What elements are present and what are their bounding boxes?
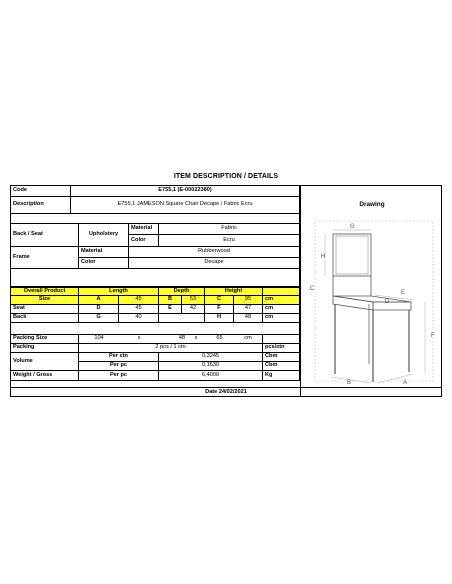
upholstery-color-value: Ecru [159, 235, 300, 247]
label-c: C [310, 286, 315, 292]
chair-back [333, 234, 371, 276]
dim-h-value: 48 [234, 314, 263, 323]
weight-value: 6,4000 [159, 371, 263, 381]
dim-f-letter: F [205, 305, 234, 314]
description-label: Description [11, 197, 71, 214]
packing-value: 2 pcs / 1 ctn [79, 344, 263, 353]
packing-unit: pcs/ctn [263, 344, 300, 353]
dim-c-value: 95 [234, 296, 263, 305]
back-label: Back [11, 314, 79, 323]
frame-material-value: Rubberwood [129, 247, 300, 258]
packing-width: 48 [159, 335, 205, 344]
weight-label: Weight / Gross [11, 371, 79, 381]
frame-material-label: Material [79, 247, 129, 258]
frame-color-value: Decape [129, 258, 300, 269]
date-stamp: Date 24/02/2021 [11, 387, 441, 397]
frame-color-label: Color [79, 258, 129, 269]
volume-per-pc-label: Per pc [79, 362, 159, 371]
packing-size-label: Packing Size [11, 335, 79, 344]
label-g: G [350, 224, 355, 230]
frame-label: Frame [11, 247, 79, 269]
overall-product-label: Overall Product [11, 287, 79, 296]
dim-a-letter: A [79, 296, 119, 305]
volume-per-pc-unit: Cbm [263, 362, 300, 371]
volume-per-ctn-label: Per ctn [79, 353, 159, 362]
label-b: B [347, 380, 352, 386]
dim-d-value: 45 [119, 305, 159, 314]
drawing-panel [300, 186, 443, 397]
weight-per-pc-label: Per pc [79, 371, 159, 381]
dim-d-letter: D [79, 305, 119, 314]
volume-per-ctn-value: 0,3245 [159, 353, 263, 362]
dim-f-value: 47 [234, 305, 263, 314]
spec-sheet [10, 185, 442, 397]
chair-seat-top [333, 296, 411, 302]
spacer-row [11, 214, 300, 224]
packing-label: Packing [11, 344, 79, 353]
chair-back-inner [336, 236, 368, 274]
dim-c-letter: C [205, 296, 234, 305]
upholstery-label: Upholstery [79, 224, 129, 247]
dim-e-letter: E [159, 305, 182, 314]
label-h: H [321, 254, 326, 260]
packing-x2: x [181, 335, 211, 344]
label-a: A [403, 380, 408, 386]
label-d: D [385, 299, 390, 305]
upholstery-color-label: Color [129, 235, 159, 247]
label-f: F [431, 333, 435, 339]
dim-line-a [377, 374, 413, 383]
packing-x1: x [119, 335, 159, 344]
spacer-row [11, 323, 300, 335]
upholstery-material-value: Fabric [159, 224, 300, 235]
volume-per-ctn-unit: Cbm [263, 353, 300, 362]
dim-h-letter: H [205, 314, 234, 323]
back-seat-label: Back / Seat [11, 224, 79, 247]
code-label: Code [11, 186, 71, 197]
dim-b-letter: B [159, 296, 182, 305]
chair-seat-side [373, 302, 411, 310]
packing-size-unit: cm [234, 335, 263, 344]
dim-g-value: 40 [119, 314, 159, 323]
dim-e-value: 42 [182, 305, 205, 314]
size-unit: cm [263, 296, 300, 305]
description-value: E755,1 JAMESON Square Chair Decape / Fabric Ecru [71, 197, 300, 214]
page-title: ITEM DESCRIPTION / DETAILS [173, 173, 279, 180]
height-header: Height [205, 287, 263, 296]
packing-length: 104 [79, 335, 119, 344]
back-depth-blank [159, 314, 205, 323]
chair-diagram [301, 186, 443, 387]
size-label: Size [11, 296, 79, 305]
weight-unit: Kg [263, 371, 300, 381]
code-value: E755,1 (E-00022380) [71, 186, 300, 197]
volume-per-pc-value: 0,1630 [159, 362, 263, 371]
length-header: Length [79, 287, 159, 296]
seat-label: Seat [11, 305, 79, 314]
dim-g-letter: G [79, 314, 119, 323]
spacer-row [11, 269, 300, 287]
seat-unit: cm [263, 305, 300, 314]
dim-b-value: 53 [182, 296, 205, 305]
packing-height: 65 [205, 335, 234, 344]
packing-size-blank [263, 335, 300, 344]
drawing-title: Drawing [359, 201, 385, 208]
back-unit: cm [263, 314, 300, 323]
dim-a-value: 45 [119, 296, 159, 305]
overall-header-blank [263, 287, 300, 296]
label-e: E [401, 290, 406, 296]
depth-header: Depth [159, 287, 205, 296]
chair-seat-front [333, 296, 373, 310]
volume-label: Volume [11, 353, 79, 371]
upholstery-material-label: Material [129, 224, 159, 235]
